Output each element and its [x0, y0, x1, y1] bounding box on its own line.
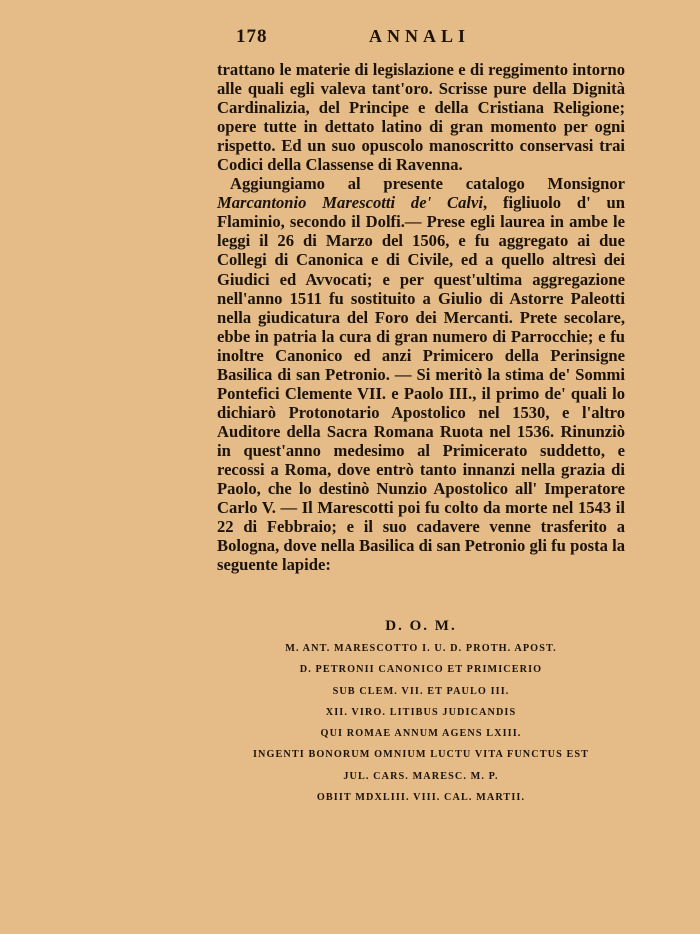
epitaph-line: SUB CLEM. VII. ET PAULO III.: [332, 685, 510, 697]
paragraph-intro: Aggiungiamo al presente catalogo Monsignor: [230, 174, 625, 194]
epitaph-inscription: [217, 614, 625, 808]
person-name: Marcantonio Marescotti de' Calvi: [217, 193, 483, 213]
epitaph-title: D. O. M.: [385, 618, 457, 634]
epitaph-line: XII. VIRO. LITIBUS JUDICANDIS: [325, 706, 517, 718]
page-header: [0, 24, 700, 50]
paragraph-legislation: trattano le materie di legislazione e di reggimento intorno alle quali egli valeva tant'oro. Scrisse pure della Dignità Cardinalizia, del Principe e della Cristiana Religione; opere tutte in dettato latino di gran momento per ogni rispetto. Ed un suo opuscolo manoscritto conservasi trai Codici della Classense di Ravenna.: [217, 60, 625, 175]
epitaph-line: D. PETRONII CANONICO ET PRIMICERIO: [299, 664, 543, 676]
paragraph-biography: , figliuolo d' un Flaminio, secondo il Dolfi.— Prese egli laurea in ambe le leggi il 26 di Marzo del 1506, e fu aggregato ai due Collegi di Canonica e di Civile, ed a quello altresì dei Giudici ed Avvocati; e per quest'ultima aggregazione nell'anno 1511 fu sostituito a Giulio di Astorre Paleotti nella giudicatura del Foro dei Mercanti. Prete secolare, ebbe in patria la cura di gran numero di Parrocchie; e fu inoltre Canonico ed anzi Primicero della Perinsigne Basilica di san Petronio. — Si meritò la stima de' Sommi Pontefici Clemente VII. e Paolo III., il primo de' quali lo dichiarò Protonotario Apostolico nel 1530, e l'altro Auditore della Sacra Romana Ruota nel 1536. Rinunziò in quest'anno medesimo al Primicerato suddetto, e recossi a Roma, dove entrò tanto innanzi nella grazia di Paolo, che lo destinò Nunzio Apostolico all' Imperatore Carlo V. — Il Marescotti poi fu colto da morte nel 1543 il 22 di Febbraio; e il suo cadavere venne trasferito a Bologna, dove nella Basilica di san Petronio gli fu posta la seguente lapide:: [217, 193, 625, 575]
running-title: ANNALI: [369, 26, 471, 46]
epitaph-line: JUL. CARS. MARESC. M. P.: [343, 770, 499, 782]
page-number: 178: [236, 26, 268, 47]
body-text: [217, 60, 625, 574]
epitaph-line: QUI ROMAE ANNUM AGENS LXIII.: [320, 728, 522, 740]
epitaph-line: M. ANT. MARESCOTTO I. U. D. PROTH. APOST.: [285, 643, 557, 654]
epitaph-line: INGENTI BONORUM OMNIUM LUCTU VITA FUNCTUS EST: [252, 749, 590, 761]
epitaph-line: OBIIT MDXLIII. VIII. CAL. MARTII.: [316, 792, 526, 804]
paragraph-marescotti: [217, 174, 625, 574]
